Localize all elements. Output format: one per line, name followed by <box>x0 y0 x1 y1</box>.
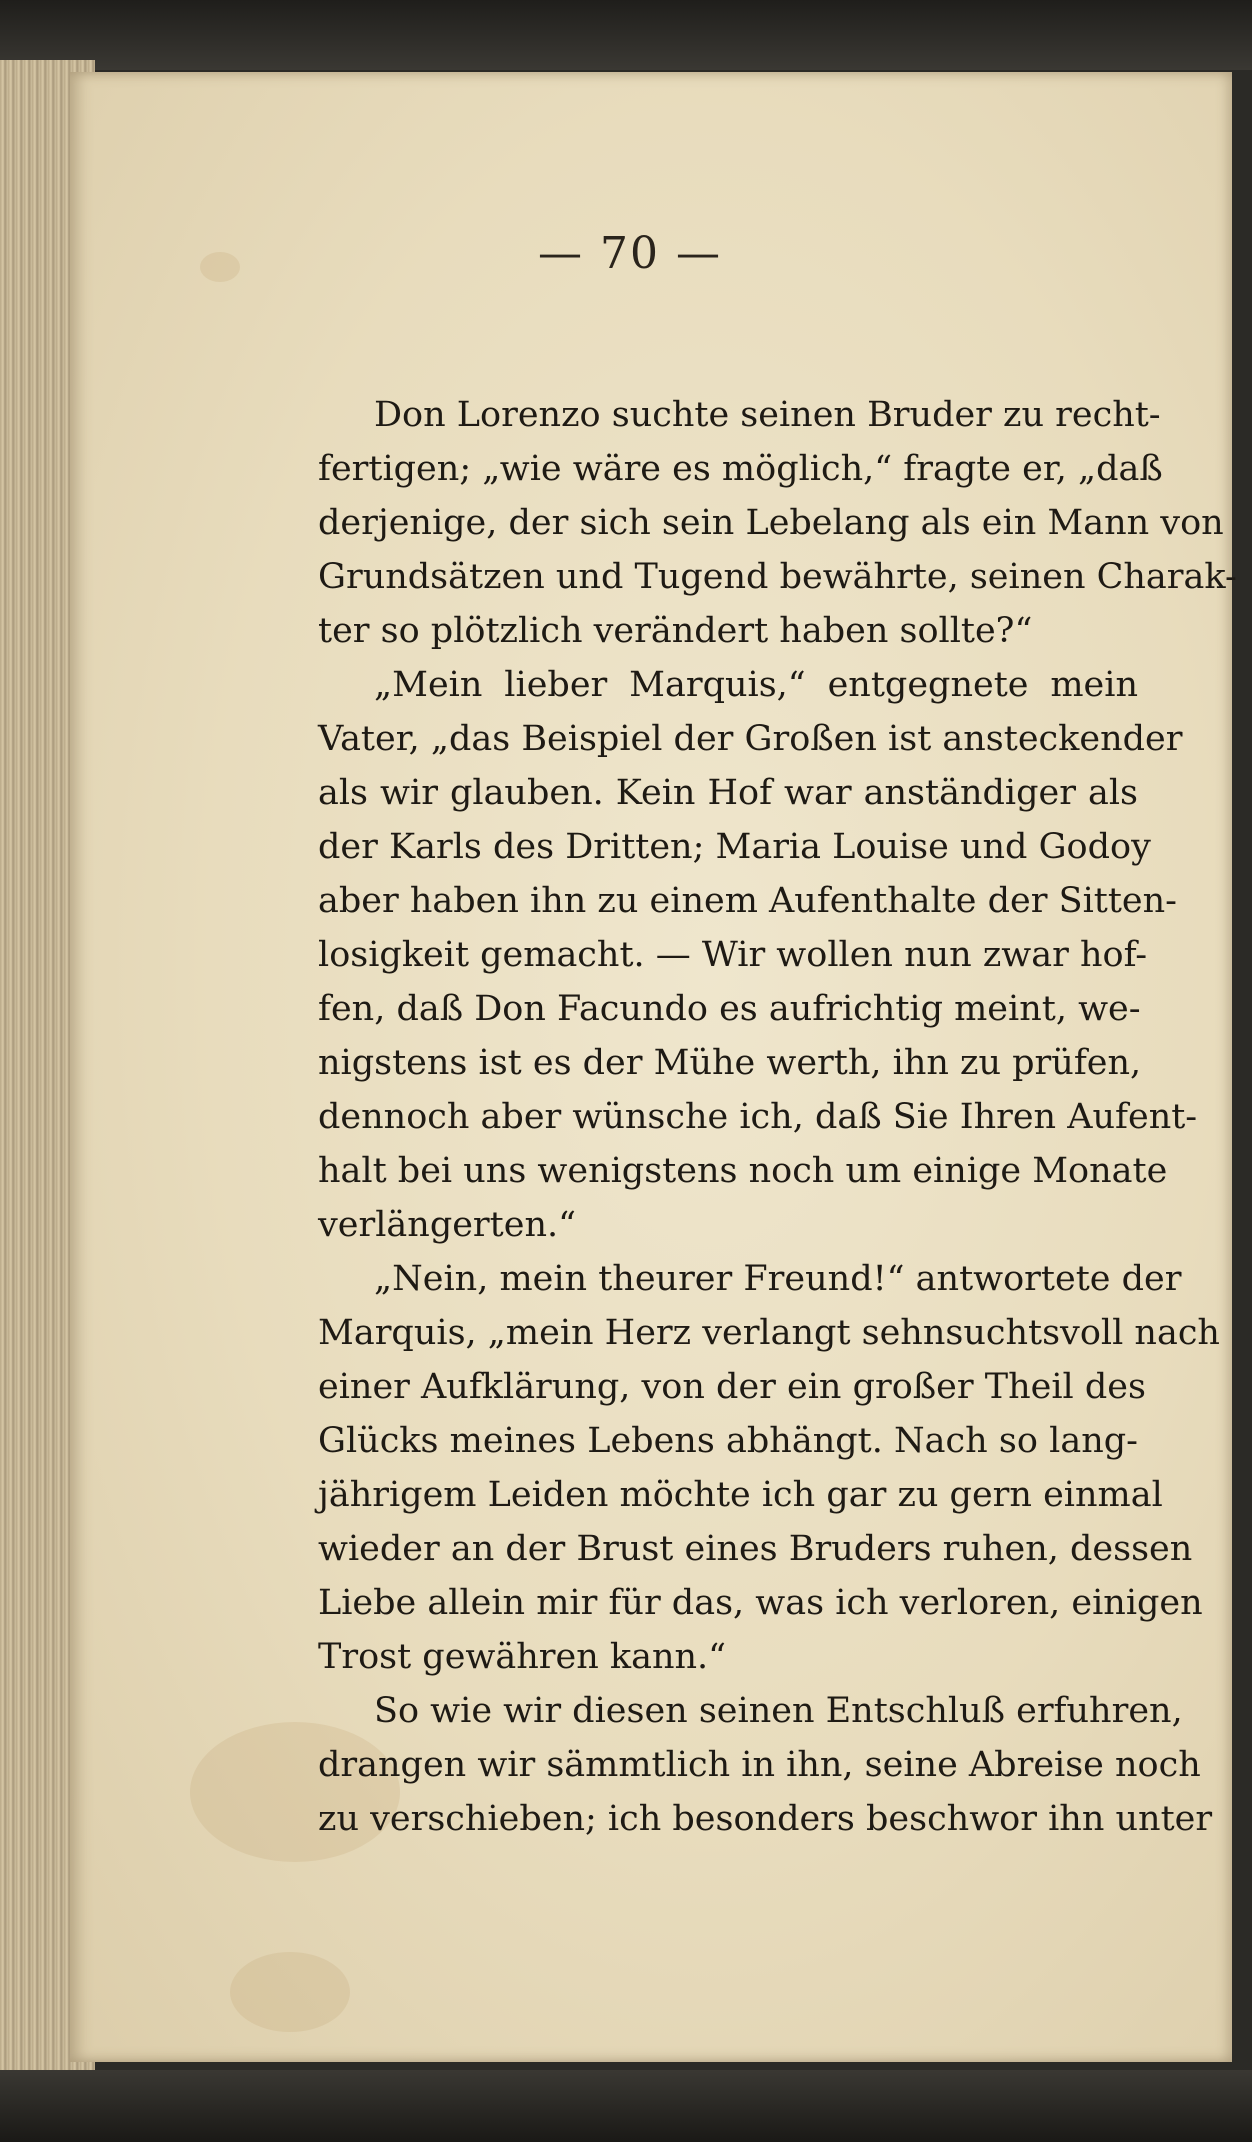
text-line: jährigem Leiden möchte ich gar zu gern einmal <box>318 1475 1163 1515</box>
text-line: nigstens ist es der Mühe werth, ihn zu prüfen, <box>318 1043 1142 1083</box>
text-line: ter so plötzlich verändert haben sollte?“ <box>318 611 1033 651</box>
text-line: drangen wir sämmtlich in ihn, seine Abreise noch <box>318 1745 1201 1785</box>
text-line: derjenige, der sich sein Lebelang als ein Mann von <box>318 503 1224 543</box>
text-line: dennoch aber wünsche ich, daß Sie Ihren Aufent- <box>318 1097 1198 1137</box>
text-line: einer Aufklärung, von der ein großer Theil des <box>318 1367 1146 1407</box>
text-line: der Karls des Dritten; Maria Louise und Godoy <box>318 827 1151 867</box>
text-line: Grundsätzen und Tugend bewährte, seinen Charak- <box>318 557 1237 597</box>
text-line: Don Lorenzo suchte seinen Bruder zu recht- <box>374 395 1161 435</box>
text-line: Trost gewähren kann.“ <box>318 1637 727 1677</box>
text-line: wieder an der Brust eines Bruders ruhen, dessen <box>318 1529 1193 1569</box>
text-line: losigkeit gemacht. — Wir wollen nun zwar hof- <box>318 935 1148 975</box>
text-line: Marquis, „mein Herz verlangt sehnsuchtsvoll nach <box>318 1313 1220 1353</box>
text-line: verlängerten.“ <box>318 1205 577 1245</box>
text-line: Glücks meines Lebens abhängt. Nach so lang- <box>318 1421 1138 1461</box>
paper-stain <box>230 1952 350 2032</box>
text-line: aber haben ihn zu einem Aufenthalte der Sitten- <box>318 881 1177 921</box>
text-line: „Nein, mein theurer Freund!“ antwortete der <box>374 1259 1182 1299</box>
text-line: „Mein lieber Marquis,“ entgegnete mein <box>374 665 1138 705</box>
text-line: So wie wir diesen seinen Entschluß erfuhren, <box>374 1691 1183 1731</box>
page-number: — 70 — <box>538 228 722 279</box>
book-cover-top <box>0 0 1252 70</box>
text-line: fen, daß Don Facundo es aufrichtig meint, we- <box>318 989 1141 1029</box>
text-line: fertigen; „wie wäre es möglich,“ fragte er, „daß <box>318 449 1163 489</box>
text-line: zu verschieben; ich besonders beschwor ihn unter <box>318 1799 1213 1839</box>
text-line: als wir glauben. Kein Hof war anständiger als <box>318 773 1138 813</box>
text-line: Vater, „das Beispiel der Großen ist ansteckender <box>318 719 1183 759</box>
text-line: Liebe allein mir für das, was ich verloren, einigen <box>318 1583 1203 1623</box>
body-text <box>318 388 1237 1846</box>
text-line: halt bei uns wenigstens noch um einige Monate <box>318 1151 1168 1191</box>
book-cover-bottom <box>0 2070 1252 2142</box>
paper-stain <box>200 252 240 282</box>
